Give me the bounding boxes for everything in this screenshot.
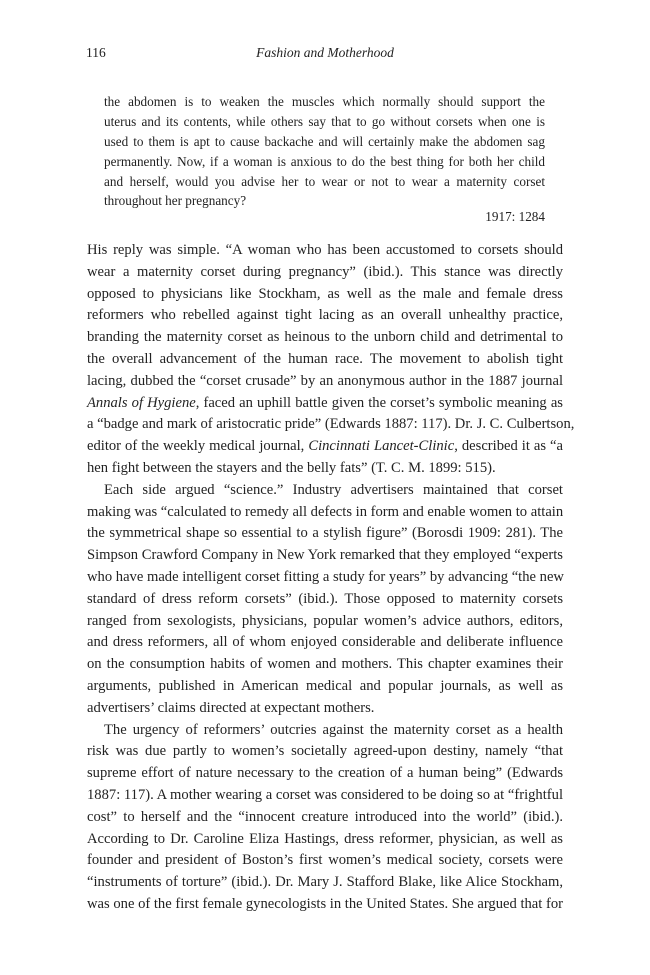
quote-line: permanently. Now, if a woman is anxious to do the best thing for both her child <box>104 153 545 169</box>
body-line: supreme effort of nature necessary to the creation of a human being” (Edwards <box>87 765 563 782</box>
body-line: the symmetrical shape so essential to a stylish figure” (Borosdi 1909: 281). The <box>87 525 563 542</box>
quote-line: used to them is apt to cause backache and will certainly make the abdomen sag <box>104 133 545 149</box>
body-line: opposed to physicians like Stockham, as well as the male and female dress <box>87 285 563 302</box>
body-line: advertisers’ claims directed at expectant mothers. <box>87 699 375 716</box>
body-line: standard of dress reform corsets” (ibid.). Those opposed to maternity corsets <box>87 590 563 607</box>
body-line: According to Dr. Caroline Eliza Hastings, dress reformer, physician, as well as <box>87 830 563 847</box>
quote-line: and herself, would you advise her to wear or not to wear a maternity corset <box>104 173 545 189</box>
body-line: cost” to herself and the “innocent creature introduced into the world” (ibid.). <box>87 808 563 825</box>
body-line: making was “calculated to remedy all defects in form and enable women to attain <box>87 503 564 520</box>
running-title: Fashion and Motherhood <box>256 45 394 60</box>
body-line: lacing, dubbed the “corset crusade” by an anonymous author in the 1887 journal <box>87 372 563 389</box>
body-line: branding the maternity corset as heinous to the unborn child and detrimental to <box>87 329 563 346</box>
body-line: founder and president of Boston’s first women’s medical society, corsets were <box>87 852 563 869</box>
body-line: Simpson Crawford Company in New York remarked that they employed “experts <box>87 547 563 564</box>
body-line: “instruments of torture” (ibid.). Dr. Mary J. Stafford Blake, like Alice Stockham, <box>87 874 563 891</box>
body-line: reformers who rebelled against tight lacing as an overall unhealthy practice, <box>87 307 563 324</box>
body-line: the overall advancement of the human race. The movement to abolish tight <box>87 350 563 367</box>
quote-citation: 1917: 1284 <box>485 209 545 224</box>
body-line: was one of the first female gynecologists in the United States. She argued that for <box>87 895 563 912</box>
body-line: His reply was simple. “A woman who has been accustomed to corsets should <box>87 242 563 258</box>
quote-line: throughout her pregnancy? <box>104 193 247 209</box>
quote-line: the abdomen is to weaken the muscles which normally should support the <box>104 94 545 109</box>
journal-title: Cincinnati Lancet-Clinic <box>308 438 455 455</box>
page-number: 116 <box>86 45 106 60</box>
journal-title: Annals of Hygiene <box>87 394 196 411</box>
page-header <box>86 45 564 65</box>
body-line: ranged from sexologists, physicians, popular women’s advice authors, editors, <box>87 612 563 629</box>
body-line: Each side argued “science.” Industry advertisers maintained that corset <box>104 481 563 498</box>
body-line: on the consumption habits of women and mothers. This chapter examines their <box>87 656 563 673</box>
quote-line: uterus and its contents, while others say that to go without corsets when one is <box>104 113 545 129</box>
body-line: and dress reformers, all of whom enjoyed considerable and deliberate influence <box>87 634 563 651</box>
body-text <box>87 240 575 916</box>
body-line: a “badge and mark of aristocratic pride” (Edwards 1887: 117). Dr. J. C. Culbertson, <box>87 416 575 433</box>
body-line: hen fight between the stayers and the belly fats” (T. C. M. 1899: 515). <box>87 459 496 476</box>
body-line: editor of the weekly medical journal, Cincinnati Lancet-Clinic, described it as “a <box>87 438 563 455</box>
body-line: The urgency of reformers’ outcries against the maternity corset as a health <box>104 721 563 738</box>
body-line: wear a maternity corset during pregnancy” (ibid.). This stance was directly <box>87 263 563 280</box>
body-line: who have made intelligent corset fitting a study for years” by advancing “the new <box>87 568 564 585</box>
body-line: arguments, published in American medical and popular journals, as well as <box>87 677 563 694</box>
body-line: 1887: 117). A mother wearing a corset was considered to be doing so at “frightful <box>87 786 563 803</box>
body-line: Annals of Hygiene, faced an uphill battle given the corset’s symbolic meaning as <box>87 394 563 411</box>
block-quote <box>104 92 545 211</box>
body-line: risk was due partly to women’s societally agreed-upon destiny, namely “that <box>87 743 563 760</box>
